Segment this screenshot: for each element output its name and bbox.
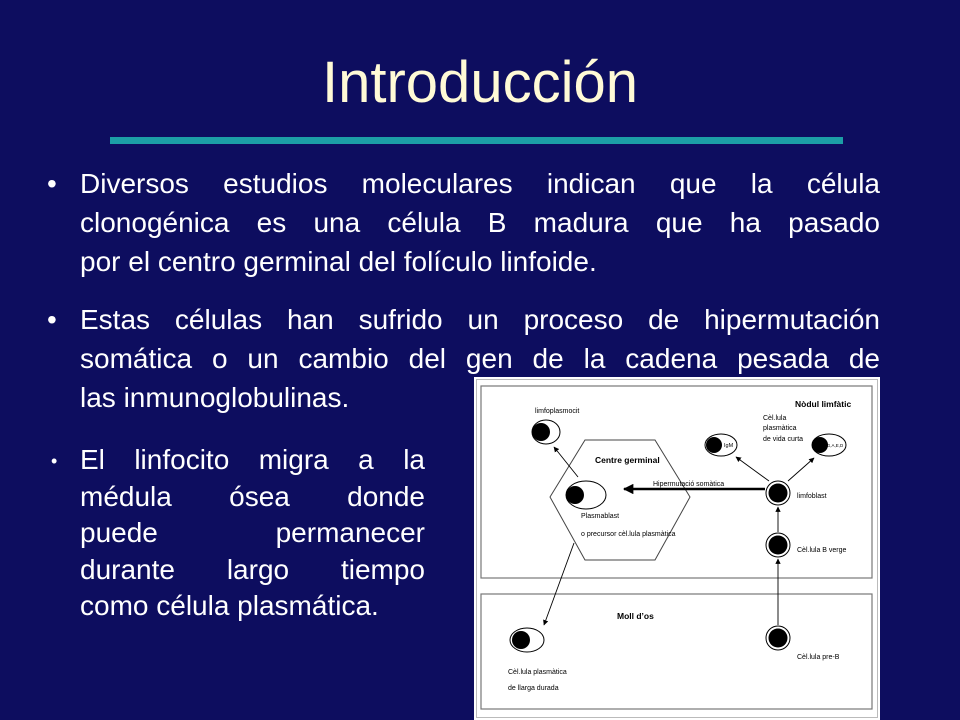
bullet-3-line-3: puede permanecer bbox=[80, 517, 425, 549]
pre-b-nucleus bbox=[769, 629, 788, 648]
limfoblast-label: limfoblast bbox=[797, 493, 827, 500]
igm-label: IgM bbox=[724, 443, 734, 449]
lymph-node-label: Nòdul limfàtic bbox=[795, 399, 852, 409]
bullet-3-line-5: como célula plasmática. bbox=[80, 590, 379, 622]
arrow-limfoblast-to-igg bbox=[788, 458, 814, 481]
hypermutation-label: Hipermutació somàtica bbox=[653, 481, 725, 488]
naive-b-label: Cèl.lula B verge bbox=[797, 547, 847, 554]
slide-title: Introducción bbox=[322, 50, 638, 115]
bullet-3-line-2: médula ósea donde bbox=[80, 480, 425, 512]
igm-nucleus bbox=[706, 437, 722, 453]
long-lived-label-line-2: de llarga durada bbox=[508, 685, 559, 692]
title-underline-rule bbox=[110, 137, 843, 144]
diagram-svg bbox=[474, 377, 880, 720]
bullet-1-line-1: Diversos estudios moleculares indican que la célula bbox=[80, 168, 880, 199]
naive-b-nucleus bbox=[769, 536, 788, 555]
short-lived-label-line-2: plasmàtica bbox=[763, 425, 797, 432]
limfoblast-nucleus bbox=[769, 484, 788, 503]
arrow-plasmablast-to-bone-marrow bbox=[544, 543, 574, 625]
germinal-center-label: Centre germinal bbox=[595, 455, 660, 465]
bullet-marker: • bbox=[47, 168, 57, 199]
b-cell-diagram bbox=[474, 377, 880, 720]
limfoplasmocit-nucleus bbox=[532, 423, 550, 441]
bullet-marker: • bbox=[51, 451, 58, 471]
plasmablast-label: Plasmablast bbox=[581, 513, 620, 520]
bullet-1-line-2: clonogénica es una célula B madura que ha pasado bbox=[80, 207, 880, 238]
limfoplasmocit-label: limfoplasmocit bbox=[535, 408, 580, 415]
bullet-2-line-2: somática o un cambio del gen de la cadena pesada de bbox=[80, 343, 880, 374]
bullet-3 bbox=[51, 442, 425, 625]
long-lived-nucleus bbox=[512, 631, 530, 649]
arrow-limfoblast-to-igm bbox=[736, 457, 769, 481]
bullet-1-line-3: por el centro germinal del folículo linfoide. bbox=[80, 246, 597, 277]
pre-b-label: Cèl.lula pre-B bbox=[797, 654, 840, 661]
bullet-marker: • bbox=[47, 304, 57, 335]
bone-marrow-label: Moll d’os bbox=[617, 611, 654, 621]
long-lived-label-line-1: Cèl.lula plasmàtica bbox=[508, 669, 567, 676]
bullet-3-line-1: El linfocito migra a la bbox=[80, 444, 425, 475]
precursor-label: o precursor cèl.lula plasmàtica bbox=[581, 531, 676, 538]
bullet-2-line-3: las inmunoglobulinas. bbox=[80, 382, 350, 413]
bullet-3-line-4: durante largo tiempo bbox=[80, 553, 425, 585]
arrow-plasmablast-to-limfoplasmocit bbox=[554, 447, 578, 477]
short-lived-label-line-1: Cèl.lula bbox=[763, 415, 787, 422]
plasmablast-nucleus bbox=[566, 486, 584, 504]
igg-label: IgG,A,E,D bbox=[823, 443, 844, 448]
bullet-1 bbox=[47, 164, 880, 281]
short-lived-label-line-3: de vida curta bbox=[763, 436, 804, 443]
bullet-2-line-1: Estas células han sufrido un proceso de hipermutación bbox=[80, 304, 880, 335]
